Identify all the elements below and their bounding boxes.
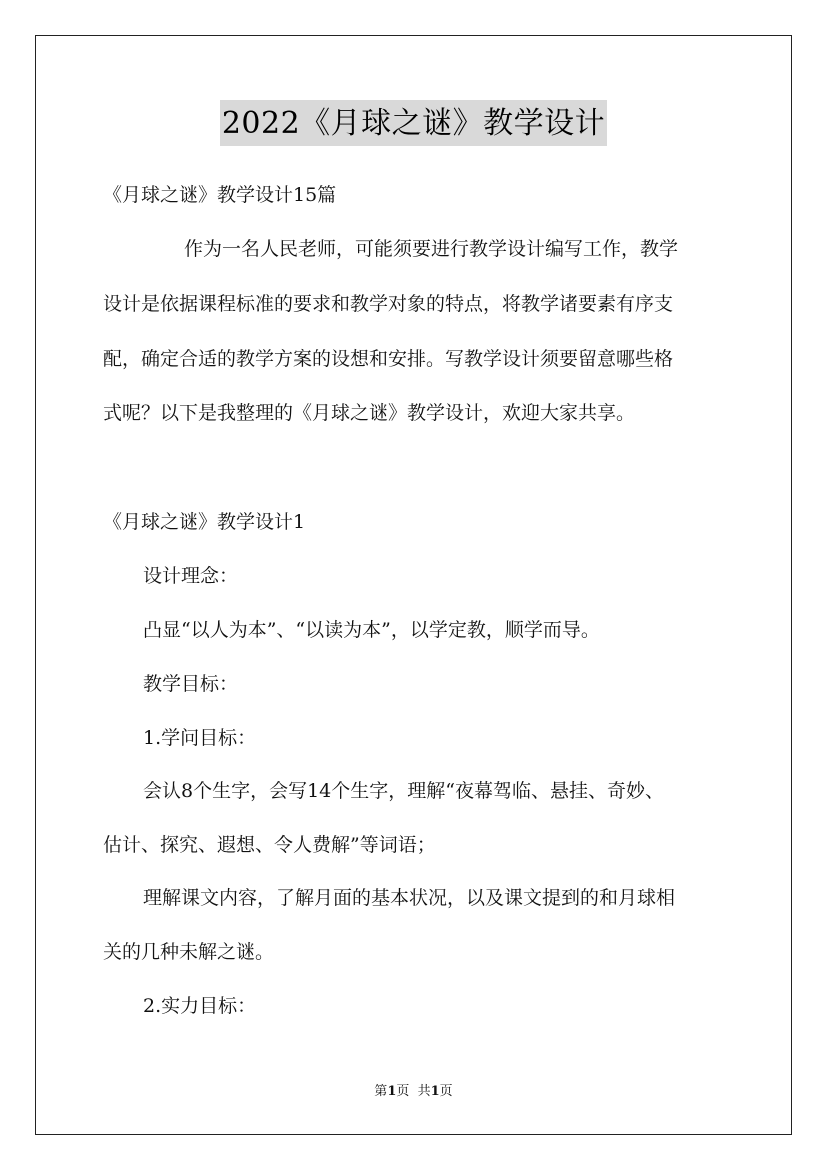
body-line-2: 凸显“以人为本”、“以读为本”，以学定教，顺学而导。: [143, 619, 600, 641]
body-line-6: 估计、探究、遐想、令人费解”等词语；: [103, 834, 436, 856]
body-line-4: 1.学问目标：: [143, 727, 257, 749]
footer-page-suffix: 页: [439, 1084, 453, 1099]
body-line-3: 教学目标：: [143, 673, 239, 695]
body-line-9: 2.实力目标：: [143, 995, 257, 1017]
intro-line-2: 设计是依据课程标准的要求和教学对象的特点，将教学诸要素有序支: [103, 293, 674, 315]
footer-page-current: 1: [387, 1084, 397, 1099]
footer-page-mid: 页 共: [396, 1084, 431, 1099]
document-subtitle: 《月球之谜》教学设计15篇: [103, 184, 337, 206]
intro-line-4: 式呢？以下是我整理的《月球之谜》教学设计，欢迎大家共享。: [103, 402, 636, 424]
page-footer: [0, 1083, 827, 1101]
body-line-7: 理解课文内容，了解月面的基本状况，以及课文提到的和月球相: [143, 887, 676, 909]
body-line-1: 设计理念：: [143, 565, 239, 587]
section-heading: 《月球之谜》教学设计1: [103, 511, 306, 533]
body-line-8: 关的几种未解之谜。: [103, 941, 275, 963]
intro-line-1: 作为一名人民老师，可能须要进行教学设计编写工作，教学: [184, 238, 679, 260]
footer-page-prefix: 第: [374, 1084, 388, 1099]
intro-line-3: 配，确定合适的教学方案的设想和安排。写教学设计须要留意哪些格: [103, 348, 674, 370]
footer-page-total: 1: [430, 1084, 440, 1099]
title-container: [0, 100, 827, 146]
body-line-5: 会认8个生字，会写14个生字，理解“夜幕驾临、悬挂、奇妙、: [143, 780, 664, 802]
document-title: 2022《月球之谜》教学设计: [220, 100, 607, 146]
